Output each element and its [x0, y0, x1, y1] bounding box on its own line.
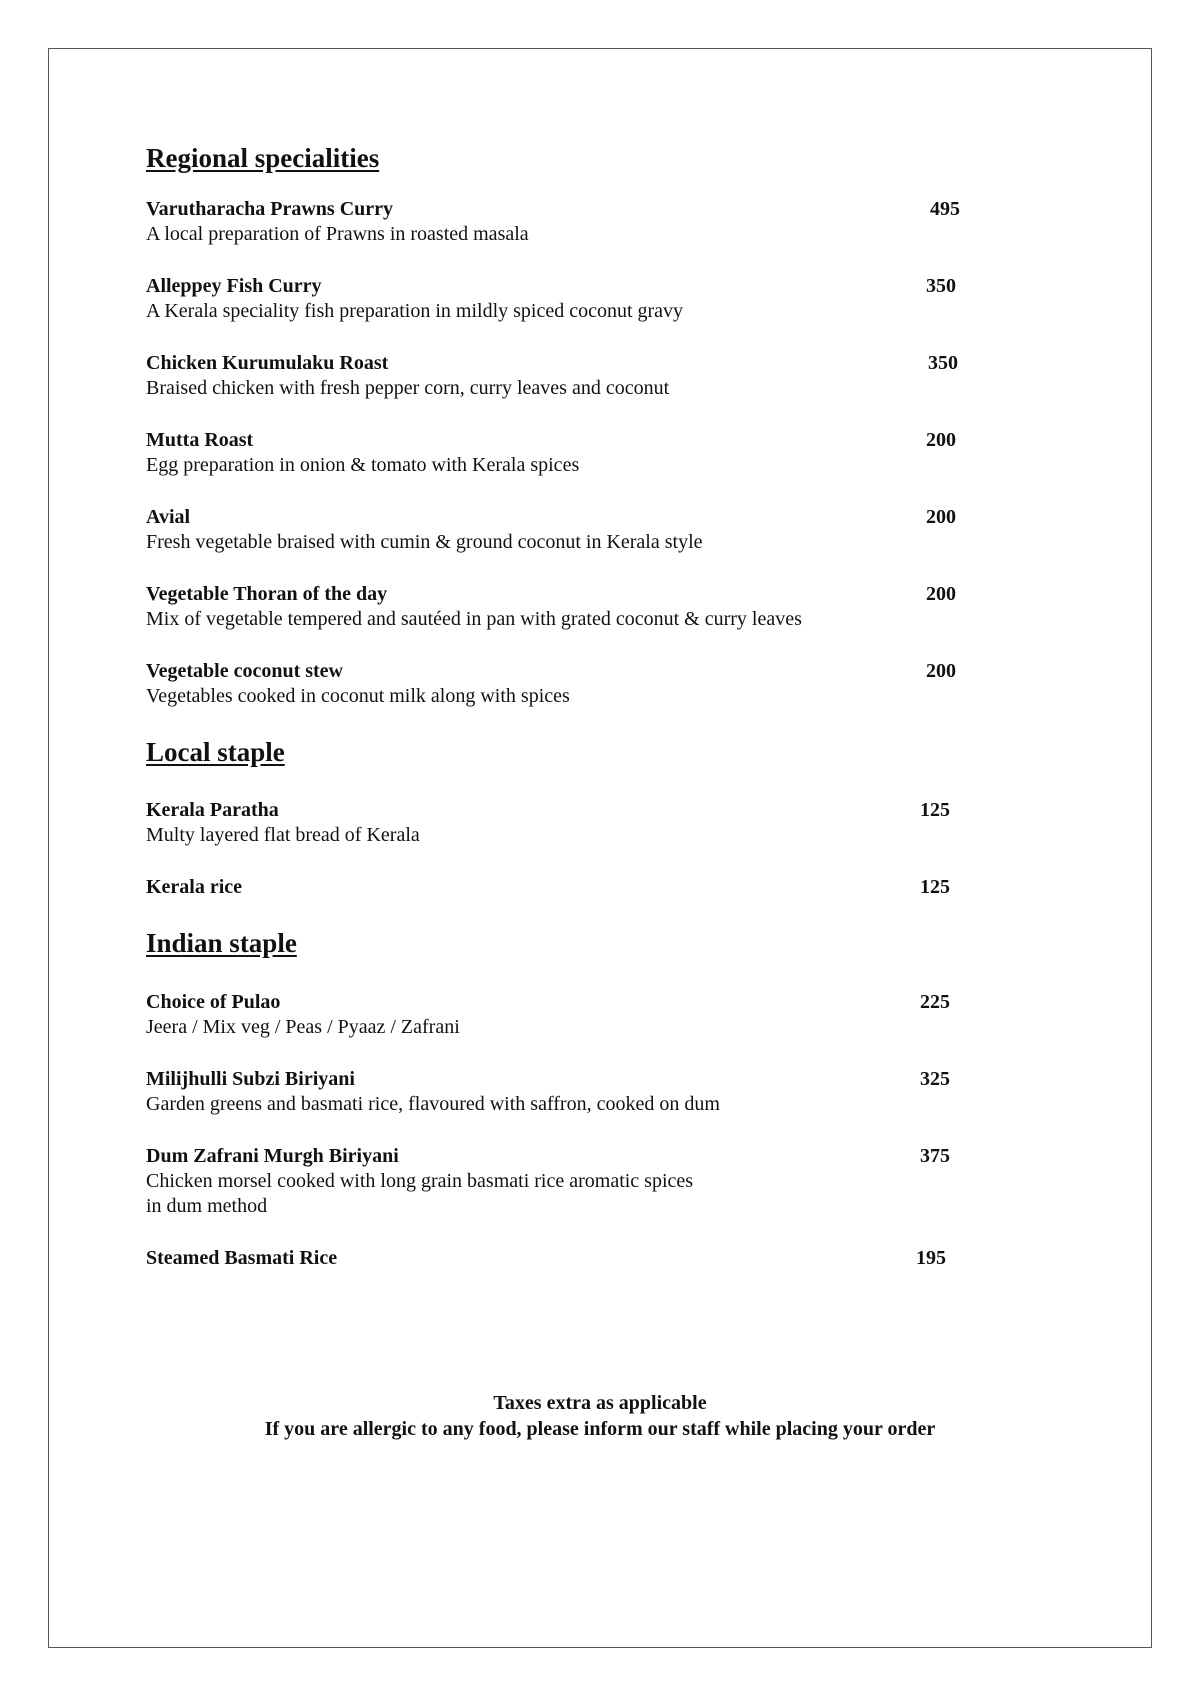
menu-item [146, 659, 966, 709]
item-price: 200 [926, 429, 956, 452]
menu-item [146, 990, 966, 1040]
item-price: 350 [928, 352, 958, 375]
item-price: 225 [920, 991, 950, 1014]
section-local-staple [146, 736, 966, 899]
item-description: Egg preparation in onion & tomato with Kerala spices [146, 454, 580, 477]
menu-item [146, 798, 966, 848]
menu-item [146, 1144, 966, 1219]
item-price: 200 [926, 660, 956, 683]
item-name: Kerala Paratha [146, 798, 279, 821]
item-description: A local preparation of Prawns in roasted masala [146, 223, 529, 246]
menu-item [146, 875, 966, 900]
taxes-note: Taxes extra as applicable [493, 1392, 707, 1414]
item-name: Alleppey Fish Curry [146, 275, 322, 298]
item-name: Chicken Kurumulaku Roast [146, 352, 389, 375]
item-price: 200 [926, 506, 956, 529]
menu-item [146, 505, 966, 555]
item-price: 350 [926, 275, 956, 298]
item-name: Kerala rice [146, 875, 243, 898]
item-description: Jeera / Mix veg / Peas / Pyaaz / Zafrani [146, 1016, 460, 1039]
item-name: Milijhulli Subzi Biriyani [146, 1068, 355, 1091]
section-title: Local staple [146, 737, 285, 768]
menu-item [146, 428, 966, 478]
item-name: Varutharacha Prawns Curry [146, 198, 394, 221]
section-indian-staple [146, 927, 966, 1271]
item-description: Braised chicken with fresh pepper corn, curry leaves and coconut [146, 377, 670, 400]
menu-content [146, 142, 966, 1271]
item-price: 325 [920, 1068, 950, 1091]
item-price: 125 [920, 875, 950, 898]
menu-item [146, 582, 966, 632]
item-name: Steamed Basmati Rice [146, 1247, 338, 1270]
menu-item [146, 351, 966, 401]
item-price: 125 [920, 798, 950, 821]
item-name: Vegetable coconut stew [146, 660, 344, 683]
item-description: Chicken morsel cooked with long grain basmati rice aromatic spices in dum method [146, 1170, 694, 1218]
menu-item [146, 197, 966, 247]
item-name: Dum Zafrani Murgh Biriyani [146, 1145, 399, 1168]
section-regional-specialities [146, 142, 966, 709]
item-description: Mix of vegetable tempered and sautéed in pan with grated coconut & curry leaves [146, 608, 802, 631]
item-description: Garden greens and basmati rice, flavoured with saffron, cooked on dum [146, 1093, 720, 1116]
menu-item [146, 1246, 966, 1271]
item-price: 375 [920, 1145, 950, 1168]
item-description: Fresh vegetable braised with cumin & ground coconut in Kerala style [146, 531, 703, 554]
item-name: Avial [146, 506, 191, 529]
item-price: 195 [916, 1247, 946, 1270]
item-name: Vegetable Thoran of the day [146, 583, 388, 606]
item-price: 200 [926, 583, 956, 606]
item-price: 495 [930, 198, 960, 221]
item-description: A Kerala speciality fish preparation in mildly spiced coconut gravy [146, 300, 684, 323]
section-title: Indian staple [146, 927, 297, 958]
menu-item [146, 1067, 966, 1117]
item-description: Multy layered flat bread of Kerala [146, 823, 420, 846]
item-description: Vegetables cooked in coconut milk along with spices [146, 685, 570, 708]
allergy-note: If you are allergic to any food, please inform our staff while placing your order [264, 1418, 936, 1440]
item-name: Mutta Roast [146, 429, 254, 452]
item-name: Choice of Pulao [146, 991, 281, 1014]
menu-footer [48, 1390, 1152, 1442]
section-title: Regional specialities [146, 143, 380, 173]
menu-item [146, 274, 966, 324]
